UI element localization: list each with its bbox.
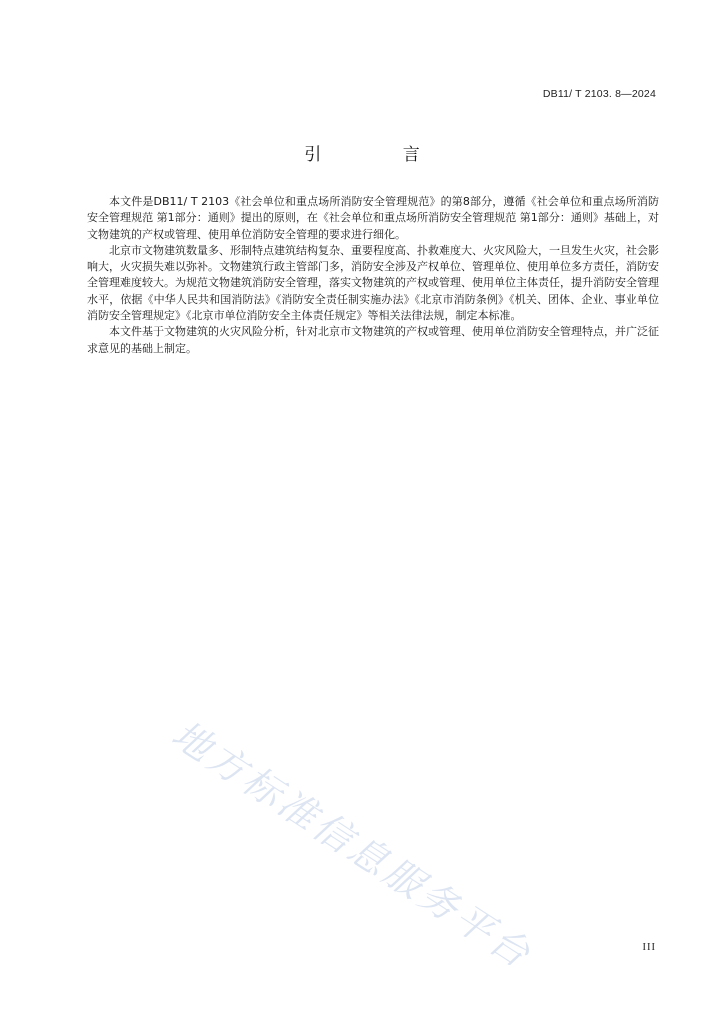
watermark-text: 地方标准信息服务平台 [164,711,541,978]
page-number: III [642,942,656,953]
section-heading: 引 言 [304,145,458,165]
introduction-body [87,194,659,357]
paragraph-1: 本文件是DB11/ T 2103《社会单位和重点场所消防安全管理规范》的第8部分，遵循《社会单位和重点场所消防安全管理规范 第1部分：通则》提出的原则，在《社会单位和重点场所消防安全管理规范 第1部分：通则》基础上，对文物建筑的产权或管理、使用单位消防安全管理的要求进行细化。 [87,195,659,241]
paragraph-3: 本文件基于文物建筑的火灾风险分析，针对北京市文物建筑的产权或管理、使用单位消防安全管理特点，并广泛征求意见的基础上制定。 [87,325,659,355]
document-code: DB11/ T 2103. 8—2024 [542,88,656,100]
paragraph-2: 北京市文物建筑数量多、形制特点建筑结构复杂、重要程度高、扑救难度大、火灾风险大，一旦发生火灾，社会影响大，火灾损失难以弥补。文物建筑行政主管部门多，消防安全涉及产权单位、管理单位、使用单位多方责任，消防安全管理难度较大。为规范文物建筑消防安全管理，落实文物建筑的产权或管理、使用单位主体责任，提升消防安全管理水平，依据《中华人民共和国消防法》《消防安全责任制实施办法》《北京市消防条例》《机关、团体、企业、事业单位消防安全管理规定》《北京市单位消防安全主体责任规定》等相关法律法规，制定本标准。 [87,243,659,323]
